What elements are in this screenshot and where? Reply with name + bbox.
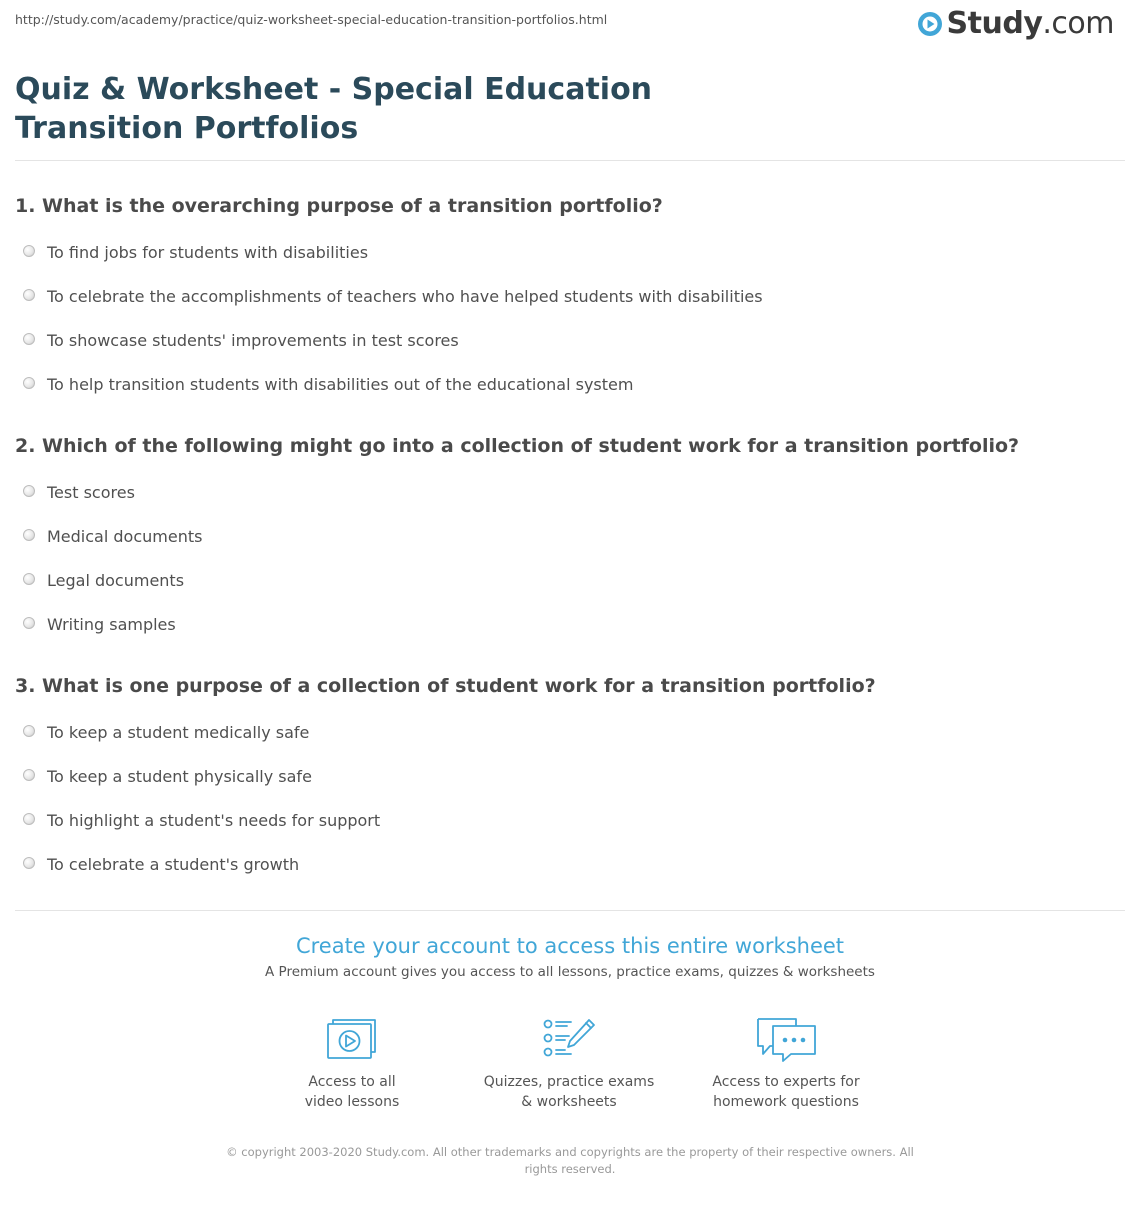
answer-option[interactable]: To keep a student medically safe: [15, 710, 1125, 754]
radio-button[interactable]: [23, 573, 35, 585]
page-url: http://study.com/academy/practice/quiz-worksheet-special-education-transition-portfolios.html: [15, 12, 608, 27]
answer-option[interactable]: Legal documents: [15, 558, 1125, 602]
feature-label: Quizzes, practice exams & worksheets: [483, 1074, 655, 1110]
radio-button[interactable]: [23, 377, 35, 389]
radio-button[interactable]: [23, 617, 35, 629]
study-logo[interactable]: [917, 6, 1114, 41]
radio-button[interactable]: [23, 245, 35, 257]
logo-text: Study.com: [946, 6, 1114, 41]
answer-option[interactable]: To keep a student physically safe: [15, 754, 1125, 798]
radio-button[interactable]: [23, 485, 35, 497]
radio-button[interactable]: [23, 725, 35, 737]
cta-subtitle: A Premium account gives you access to all lessons, practice exams, quizzes & worksheets: [265, 964, 875, 980]
answer-option[interactable]: Medical documents: [15, 514, 1125, 558]
radio-button[interactable]: [23, 857, 35, 869]
question-text: 3. What is one purpose of a collection of student work for a transition portfolio?: [15, 675, 876, 697]
question-text: 1. What is the overarching purpose of a transition portfolio?: [15, 195, 663, 217]
answer-option[interactable]: To highlight a student's needs for support: [15, 798, 1125, 842]
divider: [15, 160, 1125, 161]
cta-title-link[interactable]: Create your account to access this entire worksheet: [295, 934, 845, 958]
question-2: [15, 434, 1125, 646]
answer-option[interactable]: To celebrate a student's growth: [15, 842, 1125, 886]
chat-bubbles-icon: [753, 1016, 819, 1062]
feature-label: Access to experts for homework questions: [712, 1074, 860, 1110]
radio-button[interactable]: [23, 333, 35, 345]
divider: [15, 910, 1125, 911]
play-circle-icon: [917, 11, 943, 37]
page-title: Quiz & Worksheet - Special Education Transition Portfolios: [15, 72, 653, 146]
radio-button[interactable]: [23, 813, 35, 825]
answer-options: [15, 230, 1125, 406]
feature-video-lessons: [252, 1016, 452, 1112]
answer-option[interactable]: To celebrate the accomplishments of teachers who have helped students with disabilities: [15, 274, 1125, 318]
answer-option[interactable]: To find jobs for students with disabilities: [15, 230, 1125, 274]
answer-option[interactable]: To showcase students' improvements in test scores: [15, 318, 1125, 362]
feature-quizzes: [469, 1016, 669, 1112]
answer-option[interactable]: Test scores: [15, 470, 1125, 514]
copyright-footer: © copyright 2003-2020 Study.com. All other trademarks and copyrights are the property of their respective owners. All rights reserved.: [226, 1145, 914, 1176]
answer-options: [15, 710, 1125, 886]
question-text: 2. Which of the following might go into a collection of student work for a transition portfolio?: [15, 435, 1020, 457]
quiz-checklist-icon: [541, 1016, 597, 1062]
answer-options: [15, 470, 1125, 646]
feature-experts: [686, 1016, 886, 1112]
radio-button[interactable]: [23, 289, 35, 301]
feature-label: Access to all video lessons: [304, 1074, 400, 1110]
answer-option[interactable]: To help transition students with disabilities out of the educational system: [15, 362, 1125, 406]
question-1: [15, 194, 1125, 406]
signup-cta: [0, 934, 1140, 980]
radio-button[interactable]: [23, 769, 35, 781]
video-lesson-icon: [324, 1016, 380, 1062]
question-3: [15, 674, 1125, 886]
radio-button[interactable]: [23, 529, 35, 541]
answer-option[interactable]: Writing samples: [15, 602, 1125, 646]
